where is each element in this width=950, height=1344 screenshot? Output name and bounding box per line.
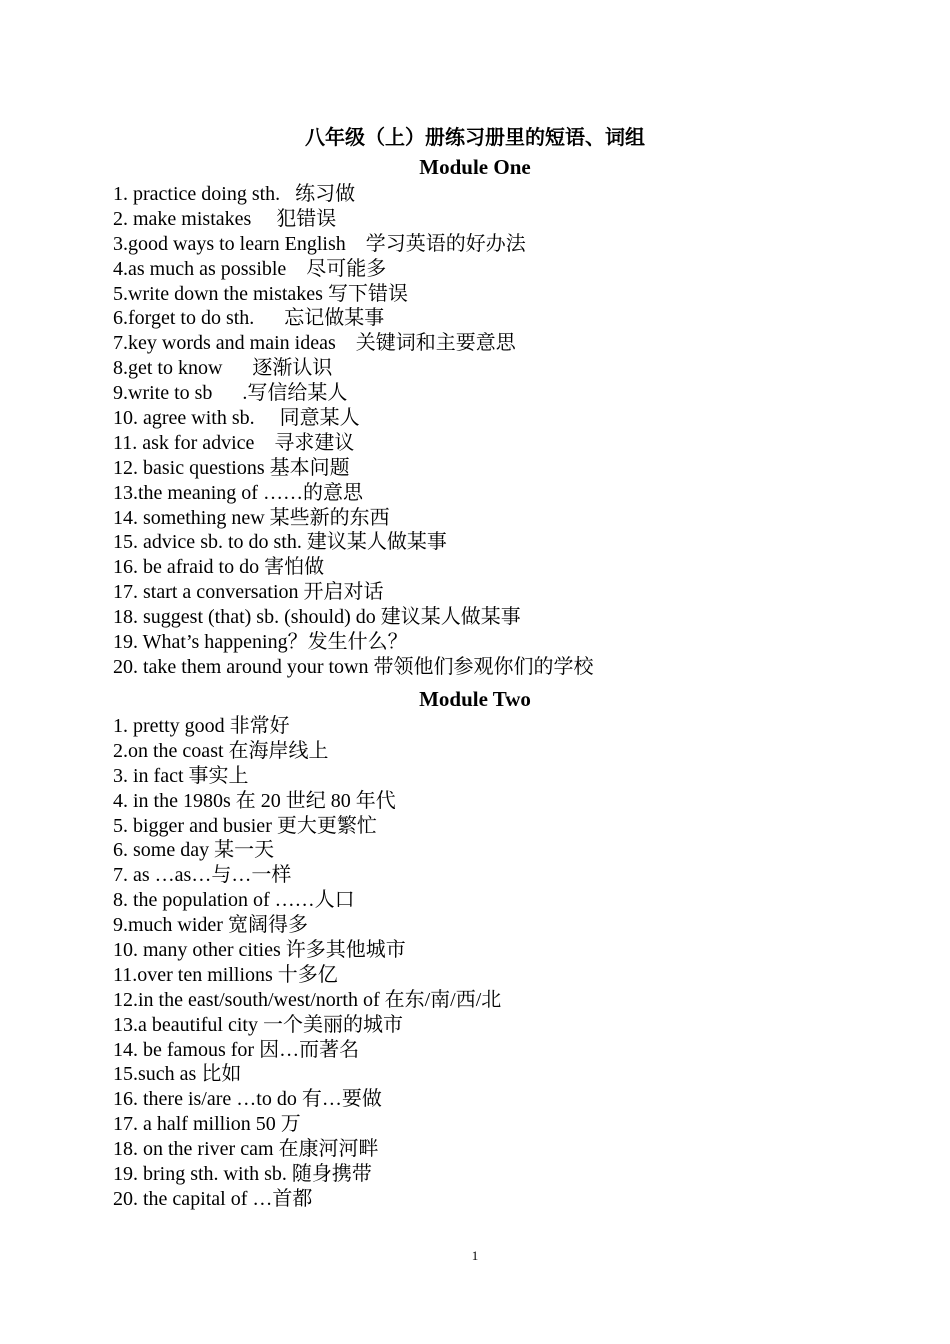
- list-item: 3. in fact 事实上: [113, 764, 249, 787]
- list-item: 18. suggest (that) sb. (should) do 建议某人做某事: [113, 606, 521, 629]
- list-item: 16. there is/are …to do 有…要做: [113, 1088, 382, 1111]
- list-item: 13.a beautiful city 一个美丽的城市: [113, 1013, 403, 1036]
- list-item: 8. the population of ……人口: [113, 889, 355, 912]
- module-two-heading: Module Two: [419, 687, 531, 711]
- list-item: 11. ask for advice 寻求建议: [113, 431, 355, 454]
- list-item: 15.such as 比如: [113, 1063, 242, 1086]
- list-item: 15. advice sb. to do sth. 建议某人做某事: [113, 531, 447, 554]
- list-item: 14. something new 某些新的东西: [113, 506, 390, 529]
- list-item: 19. What’s happening？发生什么？: [113, 631, 408, 654]
- list-item: 4.as much as possible 尽可能多: [113, 257, 387, 280]
- list-item: 5.write down the mistakes 写下错误: [113, 282, 408, 305]
- list-item: 4. in the 1980s 在 20 世纪 80 年代: [113, 789, 396, 812]
- list-item: 7.key words and main ideas 关键词和主要意思: [113, 332, 516, 355]
- list-item: 9.much wider 宽阔得多: [113, 914, 308, 937]
- list-item: 14. be famous for 因…而著名: [113, 1038, 360, 1061]
- list-item: 20. take them around your town 带领他们参观你们的学校: [113, 655, 594, 678]
- list-item: 12. basic questions 基本问题: [113, 456, 350, 479]
- list-item: 6.forget to do sth. 忘记做某事: [113, 307, 385, 330]
- page-number: 1: [471, 1248, 479, 1263]
- list-item: 1. practice doing sth. 练习做: [113, 183, 356, 205]
- list-item: 2. make mistakes 犯错误: [113, 207, 337, 230]
- list-item: 10. agree with sb. 同意某人: [113, 407, 360, 430]
- list-item: 8.get to know 逐渐认识: [113, 357, 333, 380]
- module-one-phrase-list: [113, 182, 893, 680]
- list-item: 20. the capital of …首都: [113, 1187, 313, 1210]
- list-item: 19. bring sth. with sb. 随身携带: [113, 1163, 372, 1186]
- list-item: 10. many other cities 许多其他城市: [113, 939, 406, 962]
- module-two-phrase-list: [113, 714, 893, 1212]
- module-one-heading: Module One: [419, 155, 531, 179]
- list-item: 12.in the east/south/west/north of 在东/南/西/北: [113, 988, 502, 1011]
- list-item: 9.write to sb .写信给某人: [113, 382, 348, 405]
- document-title: 八年级（上）册练习册里的短语、词组: [305, 125, 645, 149]
- list-item: 18. on the river cam 在康河河畔: [113, 1138, 379, 1161]
- list-item: 17. a half million 50 万: [113, 1113, 301, 1136]
- list-item: 13.the meaning of ……的意思: [113, 481, 363, 504]
- list-item: 11.over ten millions 十多亿: [113, 963, 338, 986]
- list-item: 6. some day 某一天: [113, 839, 275, 862]
- list-item: 3.good ways to learn English 学习英语的好办法: [113, 232, 526, 255]
- list-item: 16. be afraid to do 害怕做: [113, 556, 325, 579]
- list-item: 17. start a conversation 开启对话: [113, 581, 384, 604]
- list-item: 5. bigger and busier 更大更繁忙: [113, 814, 377, 837]
- list-item: 2.on the coast 在海岸线上: [113, 739, 329, 762]
- list-item: 7. as …as…与…一样: [113, 864, 292, 887]
- list-item: 1. pretty good 非常好: [113, 715, 290, 737]
